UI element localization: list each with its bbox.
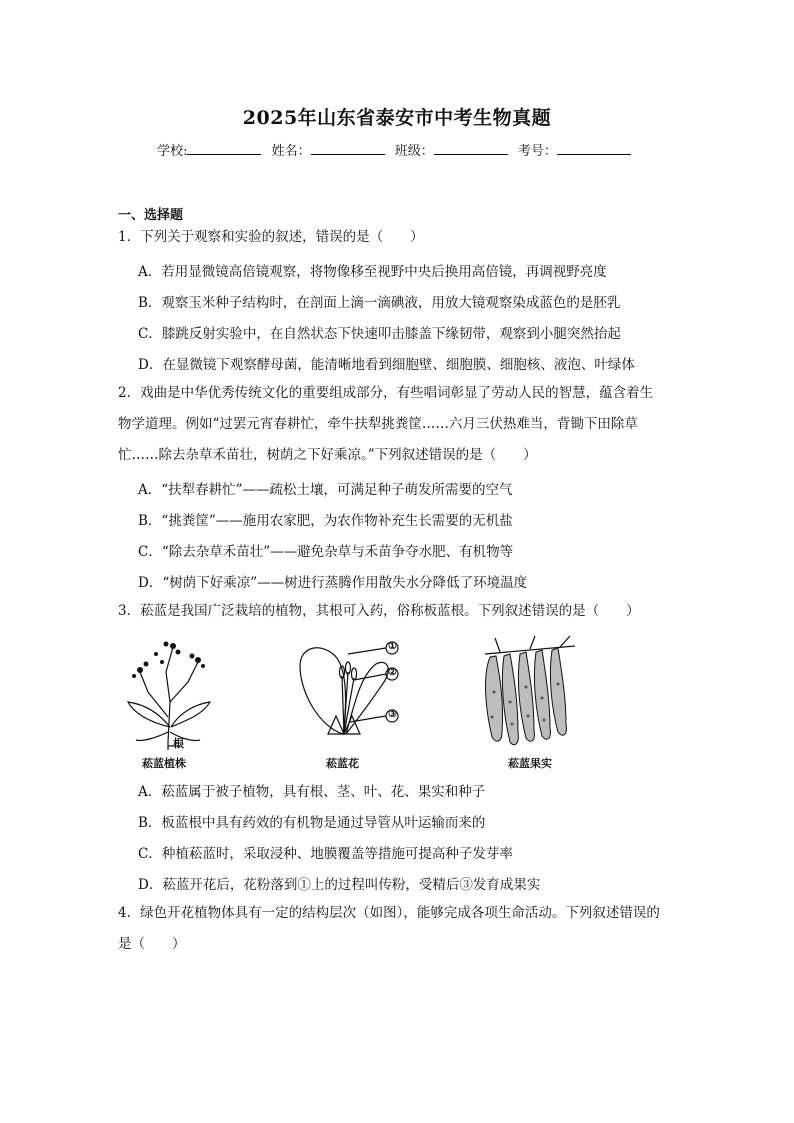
root-label: 根 bbox=[173, 737, 184, 750]
q3-option-b: B．板蓝根中具有药效的有机物是通过导管从叶运输而来的 bbox=[138, 815, 486, 831]
q2-option-b: B．“挑粪筐”——施用农家肥，为农作物补充生长需要的无机盐 bbox=[138, 513, 513, 529]
q1-option-c: C．膝跳反射实验中，在自然状态下快速叩击膝盖下缘韧带，观察到小腿突然抬起 bbox=[138, 326, 621, 342]
fruit-caption: 菘蓝果实 bbox=[508, 757, 552, 770]
isatis-flower-illustration bbox=[288, 636, 408, 746]
q3-stem: 3．菘蓝是我国广泛栽培的植物，其根可入药，俗称板蓝根。下列叙述错误的是（ ） bbox=[118, 603, 640, 619]
name-blank[interactable] bbox=[311, 142, 385, 155]
school-blank[interactable] bbox=[187, 142, 261, 155]
q2-option-c: C．“除去杂草禾苗壮”——避免杂草与禾苗争夺水肥、有机物等 bbox=[138, 544, 514, 560]
q1-option-a: A．若用显微镜高倍镜观察，将物像移至视野中央后换用高倍镜，再调视野亮度 bbox=[138, 264, 607, 280]
isatis-plant-illustration bbox=[118, 632, 228, 752]
number-blank[interactable] bbox=[557, 142, 631, 155]
student-info-line bbox=[0, 140, 794, 159]
marker-1: ① bbox=[388, 641, 397, 652]
q2-line-3: 忙……除去杂草禾苗壮，树荫之下好乘凉。”下列叙述错误的是（ ） bbox=[118, 447, 537, 463]
class-label: 班级： bbox=[394, 144, 434, 159]
q1-stem: 1．下列关于观察和实验的叙述，错误的是（ ） bbox=[118, 229, 424, 245]
q2-line-2: 物学道理。例如“过罢元宵春耕忙，牵牛扶犁挑粪筐……六月三伏热难当，背锄下田除草 bbox=[118, 416, 638, 432]
school-label: 学校: bbox=[157, 144, 188, 159]
class-blank[interactable] bbox=[434, 142, 508, 155]
marker-3: ③ bbox=[388, 709, 397, 720]
q4-line-2: 是（ ） bbox=[118, 936, 186, 952]
marker-2: ② bbox=[388, 667, 397, 678]
q3-option-a: A．菘蓝属于被子植物，具有根、茎、叶、花、果实和种子 bbox=[138, 784, 486, 800]
q2-option-d: D．“树荫下好乘凉”——树进行蒸腾作用散失水分降低了环境温度 bbox=[138, 575, 528, 591]
name-label: 姓名： bbox=[271, 144, 311, 159]
q1-option-d: D．在显微镜下观察酵母菌，能清晰地看到细胞壁、细胞膜、细胞核、液泡、叶绿体 bbox=[138, 357, 635, 373]
q2-line-1: 2．戏曲是中华优秀传统文化的重要组成部分，有些唱词彰显了劳动人民的智慧，蕴含着生 bbox=[118, 385, 654, 401]
plant-caption: 菘蓝植株 bbox=[142, 757, 186, 770]
q3-option-c: C．种植菘蓝时，采取浸种、地膜覆盖等措施可提高种子发芽率 bbox=[138, 846, 513, 862]
flower-caption: 菘蓝花 bbox=[326, 757, 359, 770]
page-title: 2025年山东省泰安市中考生物真题 bbox=[242, 107, 552, 129]
q4-line-1: 4．绿色开花植物体具有一定的结构层次（如图），能够完成各项生命活动。下列叙述错误的 bbox=[118, 905, 660, 921]
q1-option-b: B．观察玉米种子结构时，在剖面上滴一滴碘液，用放大镜观察染成蓝色的是胚乳 bbox=[138, 295, 621, 311]
q3-option-d: D．菘蓝开花后，花粉落到①上的过程叫传粉，受精后③发育成果实 bbox=[138, 877, 541, 893]
number-label: 考号： bbox=[517, 144, 557, 159]
isatis-fruit-illustration bbox=[480, 632, 580, 750]
section-heading: 一、选择题 bbox=[118, 208, 184, 223]
q3-figures bbox=[118, 632, 598, 772]
q2-option-a: A．“扶犁春耕忙”——疏松土壤，可满足种子萌发所需要的空气 bbox=[138, 482, 513, 498]
